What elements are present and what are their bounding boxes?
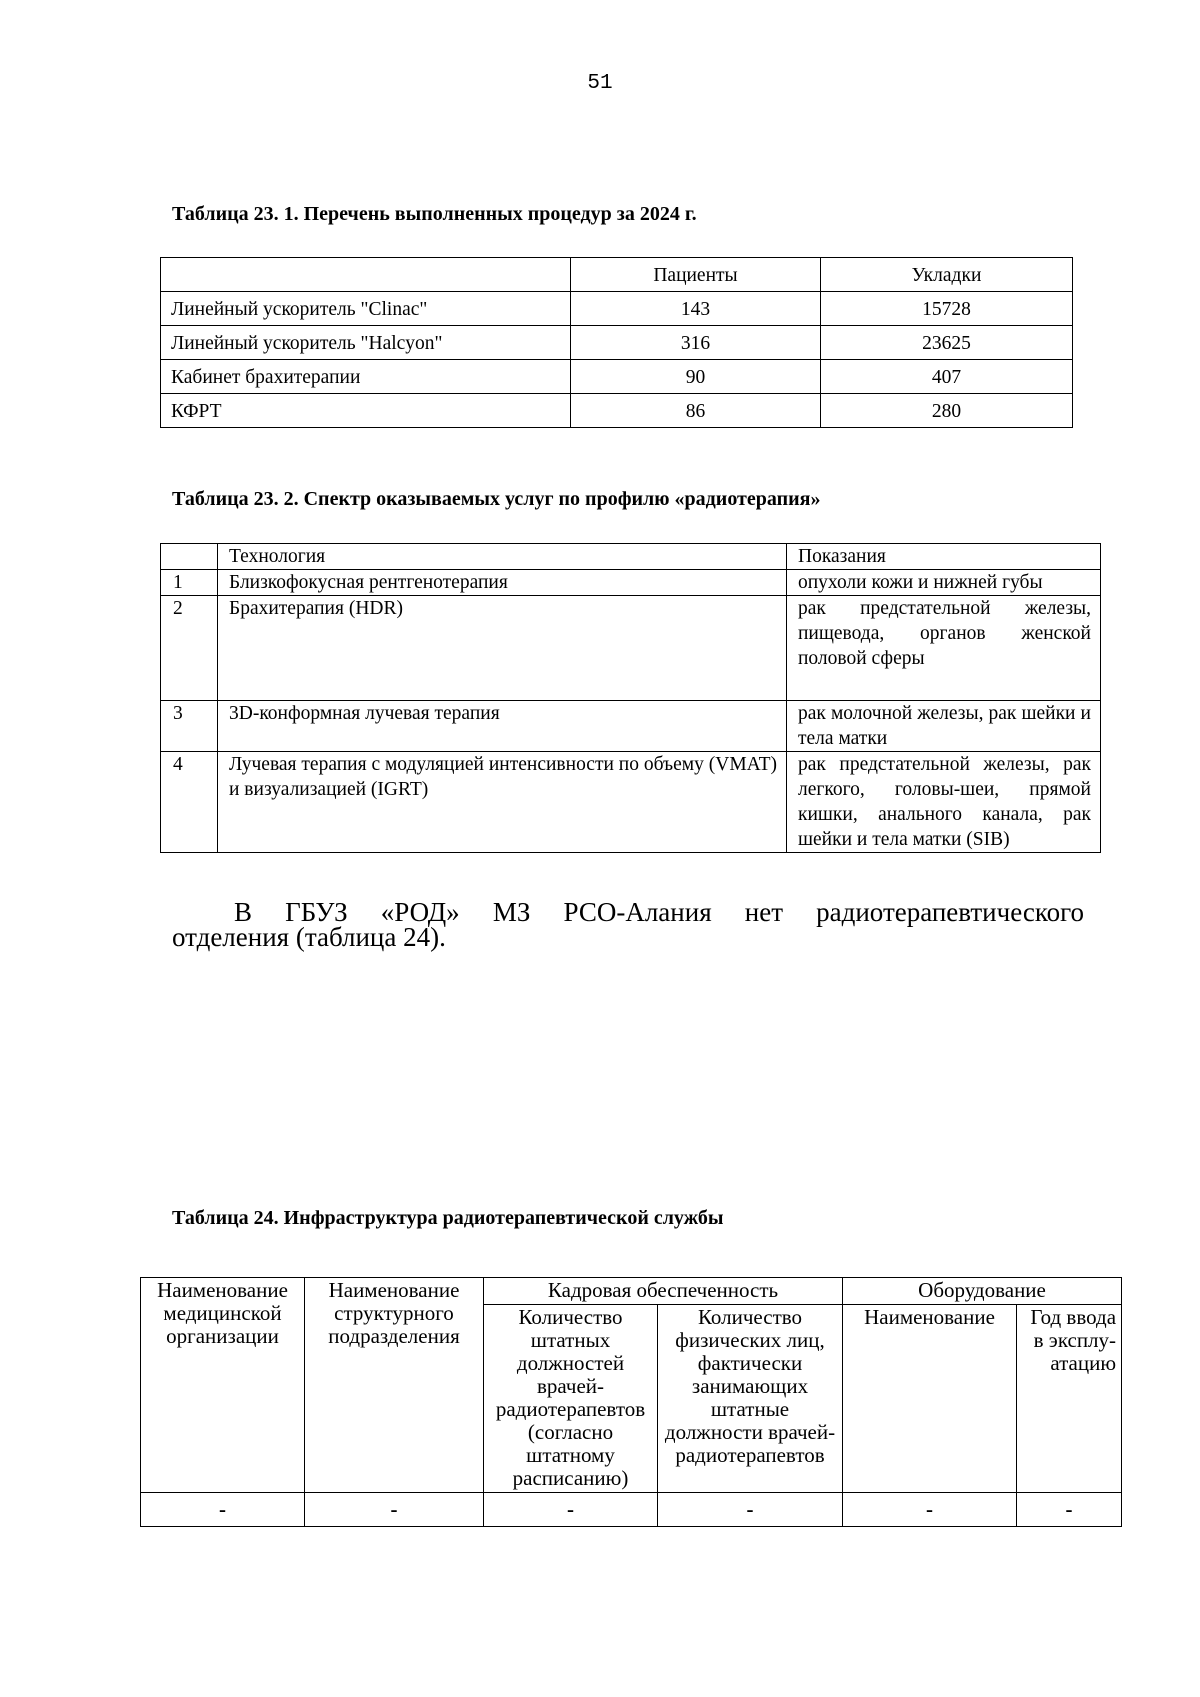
cell-org: -: [141, 1493, 305, 1527]
table-header-row: [161, 258, 1073, 292]
cell-patients: 86: [571, 394, 821, 428]
cell-patients: 143: [571, 292, 821, 326]
header-cell-patients: Пациенты: [571, 258, 821, 292]
cell-equip-year: -: [1017, 1493, 1122, 1527]
cell-equip-name: -: [843, 1493, 1017, 1527]
table-row: [161, 292, 1073, 326]
cell-fractions: 407: [821, 360, 1073, 394]
table-23-1-caption: Таблица 23. 1. Перечень выполненных процедур за 2024 г.: [172, 203, 697, 225]
cell-num: 2: [161, 596, 218, 701]
table-row: [161, 570, 1101, 596]
table-header-row: [161, 544, 1101, 570]
header-cell-org: Наименование медицинской организации: [141, 1278, 305, 1493]
cell-patients: 316: [571, 326, 821, 360]
header-cell: [161, 258, 571, 292]
header-cell-staff-positions: Количество штатных должностей врачей-радиотерапевтов (согласно штатному расписанию): [484, 1305, 658, 1493]
cell-technology: 3D-конформная лучевая терапия: [218, 701, 787, 752]
page-number: 51: [587, 72, 613, 95]
cell-name: КФРТ: [161, 394, 571, 428]
cell-staff-persons: -: [658, 1493, 843, 1527]
body-paragraph: [172, 897, 1084, 952]
header-cell-equip-year: Год ввода в эксплу-атацию: [1017, 1305, 1122, 1493]
cell-indications: рак предстательной железы, рак легкого, головы-шеи, прямой кишки, анального канала, рак шейки и тела матки (SIB): [787, 752, 1101, 853]
cell-indications: опухоли кожи и нижней губы: [787, 570, 1101, 596]
header-cell-dept: Наименование структурного подразделения: [305, 1278, 484, 1493]
table-24-caption: Таблица 24. Инфраструктура радиотерапевтической службы: [172, 1207, 724, 1229]
cell-fractions: 23625: [821, 326, 1073, 360]
header-cell-num: [161, 544, 218, 570]
cell-staff-positions: -: [484, 1493, 658, 1527]
header-cell-fractions: Укладки: [821, 258, 1073, 292]
cell-technology: Близкофокусная рентгенотерапия: [218, 570, 787, 596]
header-cell-equip-name: Наименование: [843, 1305, 1017, 1493]
table-row: [161, 326, 1073, 360]
cell-indications: рак предстательной железы, пищевода, органов женской половой сферы: [787, 596, 1101, 701]
cell-name: Линейный ускоритель "Halcyon": [161, 326, 571, 360]
table-row: [161, 752, 1101, 853]
table-row: [161, 394, 1073, 428]
cell-dept: -: [305, 1493, 484, 1527]
cell-fractions: 15728: [821, 292, 1073, 326]
table-23-2: [160, 543, 1101, 853]
header-cell-indications: Показания: [787, 544, 1101, 570]
cell-indications: рак молочной железы, рак шейки и тела матки: [787, 701, 1101, 752]
table-23-2-caption: Таблица 23. 2. Спектр оказываемых услуг по профилю «радиотерапия»: [172, 488, 821, 510]
cell-name: Линейный ускоритель "Clinac": [161, 292, 571, 326]
cell-patients: 90: [571, 360, 821, 394]
cell-num: 1: [161, 570, 218, 596]
table-header-row: [141, 1278, 1122, 1305]
header-cell-staff-persons: Количество физических лиц, фактически занимающих штатные должности врачей-радиотерапевтов: [658, 1305, 843, 1493]
table-row: [141, 1493, 1122, 1527]
cell-technology: Брахитерапия (HDR): [218, 596, 787, 701]
cell-fractions: 280: [821, 394, 1073, 428]
cell-technology: Лучевая терапия с модуляцией интенсивности по объему (VMAT) и визуализацией (IGRT): [218, 752, 787, 853]
table-row: [161, 596, 1101, 701]
cell-num: 4: [161, 752, 218, 853]
paragraph-line: отделения (таблица 24).: [172, 922, 446, 952]
cell-num: 3: [161, 701, 218, 752]
paragraph-line: В ГБУЗ «РОД» МЗ РСО-Алания нет радиотерапевтического: [234, 897, 1084, 927]
header-cell-technology: Технология: [218, 544, 787, 570]
table-row: [161, 701, 1101, 752]
cell-name: Кабинет брахитерапии: [161, 360, 571, 394]
table-24: [140, 1277, 1122, 1527]
header-cell-staffing: Кадровая обеспеченность: [484, 1278, 843, 1305]
table-23-1: [160, 257, 1073, 428]
table-row: [161, 360, 1073, 394]
header-cell-equipment: Оборудование: [843, 1278, 1122, 1305]
